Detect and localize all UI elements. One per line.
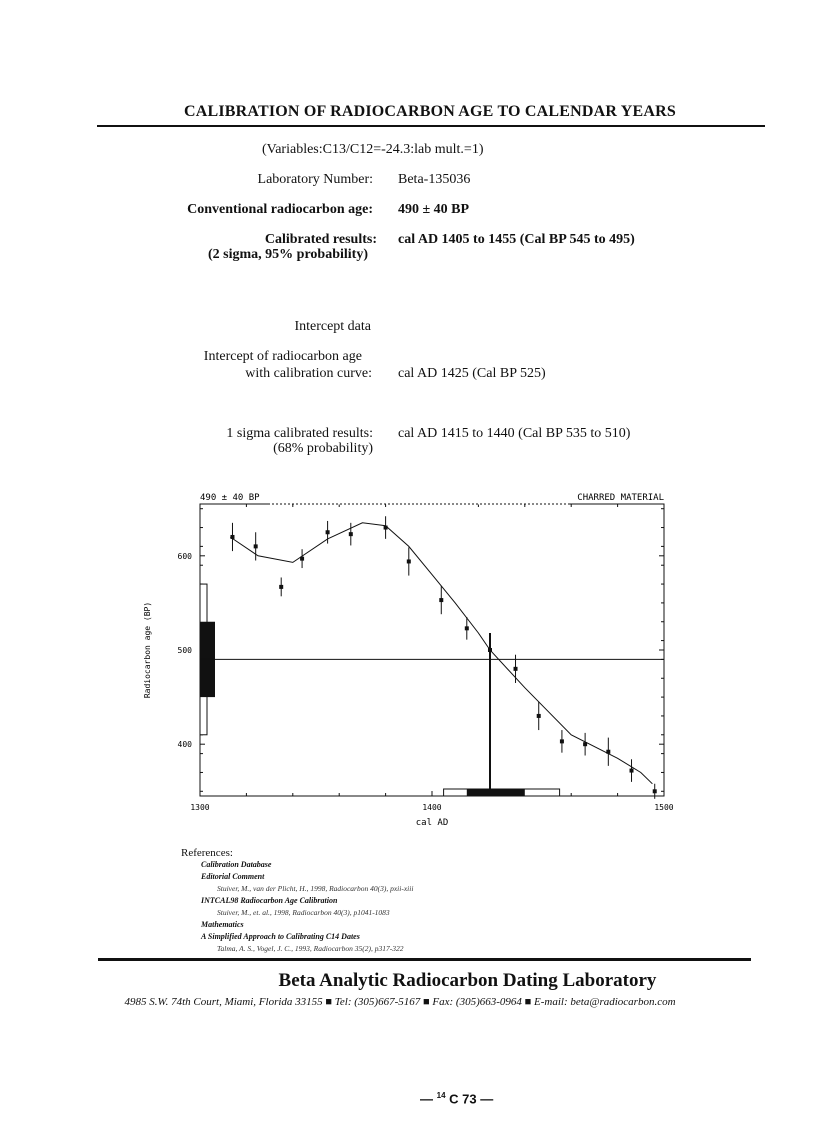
reference-title: Mathematics [201, 920, 244, 929]
reference-cite: Talma, A. S., Vogel, J. C., 1993, Radiocarbon 35(2), p317-322 [217, 944, 404, 953]
conventional-age-label: Conventional radiocarbon age: [187, 202, 373, 217]
one-sigma-label: 1 sigma calibrated results: [226, 426, 373, 441]
lab-number-value: Beta-135036 [398, 172, 471, 187]
y-tick-label: 600 [177, 551, 192, 561]
page-number [420, 1091, 493, 1106]
y-tick-label: 500 [177, 646, 192, 655]
data-point [326, 530, 330, 534]
lab-name: Beta Analytic Radiocarbon Dating Laboratory [278, 970, 657, 991]
variables-line: (Variables:C13/C12=-24.3:lab mult.=1) [262, 142, 484, 157]
y-axis-label: Radiocarbon age (BP) [143, 601, 152, 699]
data-point [300, 557, 304, 561]
x-axis-label: cal AD [415, 818, 449, 828]
plot-frame [200, 504, 664, 796]
intercept-label-1: Intercept of radiocarbon age [203, 349, 362, 364]
reference-title: A Simplified Approach to Calibrating C14 Dates [201, 932, 360, 941]
page-title: CALIBRATION OF RADIOCARBON AGE TO CALENDAR YEARS [183, 103, 677, 120]
data-point [606, 750, 610, 754]
references-heading: References: [181, 847, 233, 859]
page-number-sup: 14 [436, 1091, 446, 1100]
lab-address: 4985 S.W. 74th Court, Miami, Florida 33155 ■ Tel: (305)667-5167 ■ Fax: (305)663-0964 ■ E-mail: beta@radiocarbon.com [124, 996, 676, 1008]
data-point [653, 789, 657, 793]
chart-title-right: CHARRED MATERIAL [577, 493, 664, 503]
references [181, 847, 413, 955]
intercept-data-label: Intercept data [294, 319, 371, 334]
x-tick-label: 1500 [654, 803, 674, 812]
calibrated-results-label: Calibrated results: [264, 232, 377, 247]
lab-number-label: Laboratory Number: [257, 172, 373, 187]
conventional-age-value: 490 ± 40 BP [398, 202, 470, 217]
data-point [560, 739, 564, 743]
data-point [514, 667, 518, 671]
page-number-suffix: — [480, 1091, 494, 1107]
reference-cite: Stuiver, M., et. al., 1998, Radiocarbon 40(3), p1041-1083 [217, 908, 390, 917]
one-sigma-cal-range [467, 789, 525, 796]
reference-title: Editorial Comment [201, 872, 265, 881]
x-tick-label: 1300 [190, 803, 210, 812]
calibrated-results-sub: (2 sigma, 95% probability) [208, 247, 368, 262]
intercept-value: cal AD 1425 (Cal BP 525) [398, 366, 546, 381]
one-sigma-sub: (68% probability) [273, 441, 373, 456]
data-point [439, 598, 443, 602]
reference-title: Calibration Database [201, 860, 272, 869]
data-point [465, 626, 469, 630]
chart-title-left: 490 ± 40 BP [200, 493, 260, 503]
data-point [254, 544, 258, 548]
y-tick-label: 400 [177, 740, 192, 750]
data-point [279, 585, 283, 589]
reference-cite: Stuiver, M., van der Plicht, H., 1998, Radiocarbon 40(3), pxii-xiii [217, 884, 414, 893]
data-point [407, 559, 411, 563]
x-tick-label: 1400 [422, 803, 442, 812]
data-point [349, 532, 353, 536]
footer-rule [98, 958, 751, 961]
page-number-main: C 73 [449, 1091, 477, 1107]
title-rule [97, 125, 765, 127]
data-point [583, 742, 587, 746]
calibration-chart [140, 485, 680, 830]
calibration-curve [230, 523, 652, 784]
data-point [488, 648, 492, 652]
data-point [537, 714, 541, 718]
page-number-prefix: — [420, 1091, 433, 1107]
calibrated-results-value: cal AD 1405 to 1455 (Cal BP 545 to 495) [398, 232, 635, 247]
intercept-label-2: with calibration curve: [245, 366, 372, 381]
data-point [230, 535, 234, 539]
data-point [630, 769, 634, 773]
data-point [384, 526, 388, 530]
one-sigma-value: cal AD 1415 to 1440 (Cal BP 535 to 510) [398, 426, 631, 441]
reference-title: INTCAL98 Radiocarbon Age Calibration [201, 896, 338, 905]
